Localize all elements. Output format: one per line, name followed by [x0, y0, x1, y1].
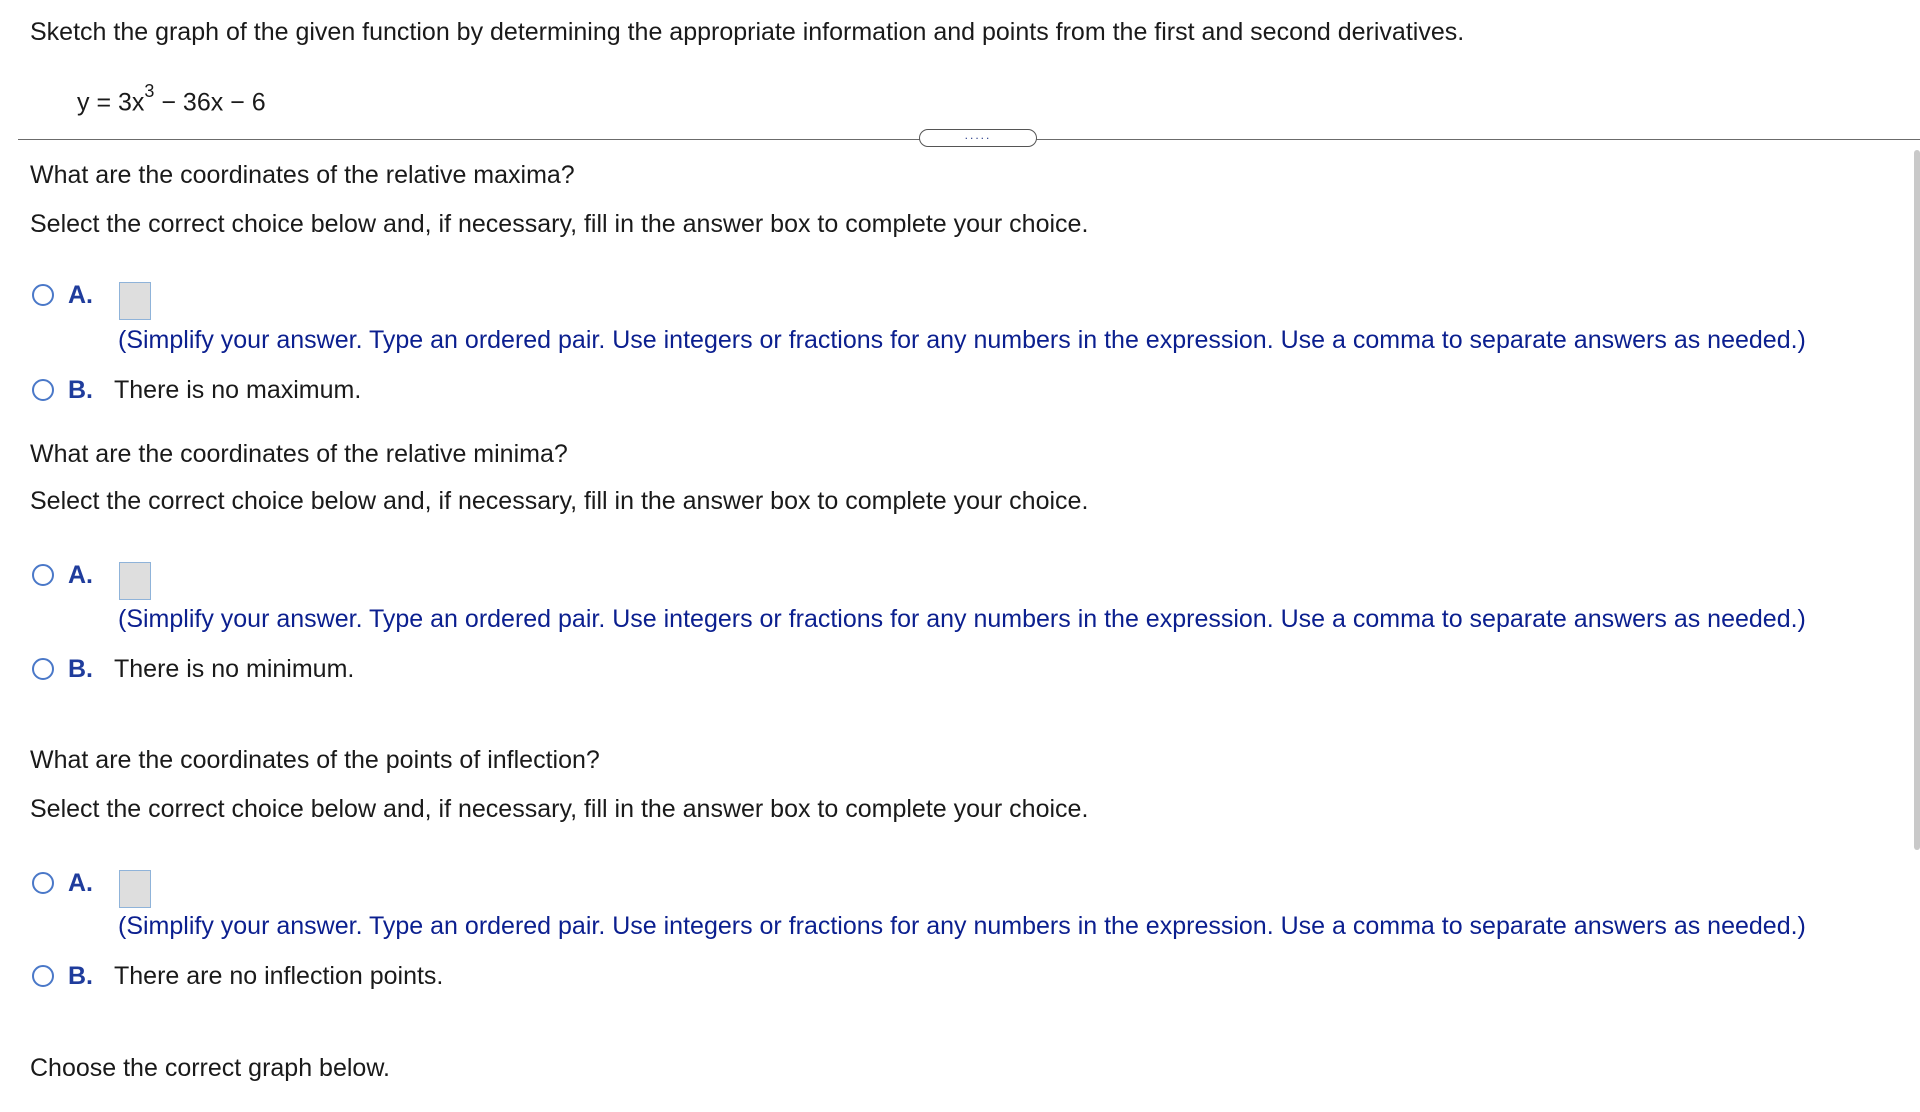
maxima-option-a-radio[interactable]: [32, 284, 54, 306]
maxima-question: What are the coordinates of the relative maxima?: [30, 161, 575, 189]
minima-question: What are the coordinates of the relative minima?: [30, 440, 568, 468]
problem-prompt: Sketch the graph of the given function by determining the appropriate information and points from the first and second derivatives.: [30, 18, 1465, 46]
maxima-answer-box[interactable]: [119, 282, 151, 320]
minima-option-b-text: There is no minimum.: [114, 654, 355, 683]
maxima-option-b-radio[interactable]: [32, 379, 54, 401]
minima-option-a[interactable]: [32, 560, 114, 590]
maxima-option-b-text: There is no maximum.: [114, 375, 362, 404]
formula-suffix: − 36x − 6: [154, 88, 266, 117]
inflection-option-b-radio[interactable]: [32, 965, 54, 987]
inflection-option-b-text: There are no inflection points.: [114, 961, 444, 990]
inflection-option-b-letter: B.: [68, 961, 93, 990]
inflection-option-b[interactable]: [32, 961, 443, 991]
formula-prefix: y = 3x: [77, 88, 145, 117]
maxima-instruction: Select the correct choice below and, if necessary, fill in the answer box to complete your choice.: [30, 210, 1089, 238]
minima-option-b-radio[interactable]: [32, 658, 54, 680]
minima-option-b[interactable]: [32, 654, 354, 684]
maxima-option-a-letter: A.: [68, 280, 93, 309]
inflection-instruction: Select the correct choice below and, if necessary, fill in the answer box to complete your choice.: [30, 795, 1089, 823]
inflection-answer-hint: (Simplify your answer. Type an ordered pair. Use integers or fractions for any numbers in the expression. Use a comma to separate answers as needed.): [118, 912, 1806, 940]
minima-option-a-letter: A.: [68, 560, 93, 589]
maxima-option-b-letter: B.: [68, 375, 93, 404]
maxima-answer-hint: (Simplify your answer. Type an ordered pair. Use integers or fractions for any numbers in the expression. Use a comma to separate answers as needed.): [118, 326, 1806, 354]
graph-prompt: Choose the correct graph below.: [30, 1054, 390, 1082]
minima-option-b-letter: B.: [68, 654, 93, 683]
expand-button[interactable]: [919, 129, 1037, 147]
scrollbar[interactable]: [1914, 150, 1920, 850]
formula-exponent: 3: [144, 81, 155, 101]
inflection-option-a[interactable]: [32, 868, 114, 898]
inflection-option-a-letter: A.: [68, 868, 93, 897]
inflection-answer-box[interactable]: [119, 870, 151, 908]
inflection-question: What are the coordinates of the points of inflection?: [30, 746, 600, 774]
minima-option-a-radio[interactable]: [32, 564, 54, 586]
minima-answer-box[interactable]: [119, 562, 151, 600]
expand-button-label: .....: [964, 128, 992, 142]
function-formula: [77, 80, 266, 117]
minima-answer-hint: (Simplify your answer. Type an ordered pair. Use integers or fractions for any numbers in the expression. Use a comma to separate answers as needed.): [118, 605, 1806, 633]
minima-instruction: Select the correct choice below and, if necessary, fill in the answer box to complete your choice.: [30, 487, 1089, 515]
maxima-option-a[interactable]: [32, 280, 114, 310]
inflection-option-a-radio[interactable]: [32, 872, 54, 894]
maxima-option-b[interactable]: [32, 375, 361, 405]
